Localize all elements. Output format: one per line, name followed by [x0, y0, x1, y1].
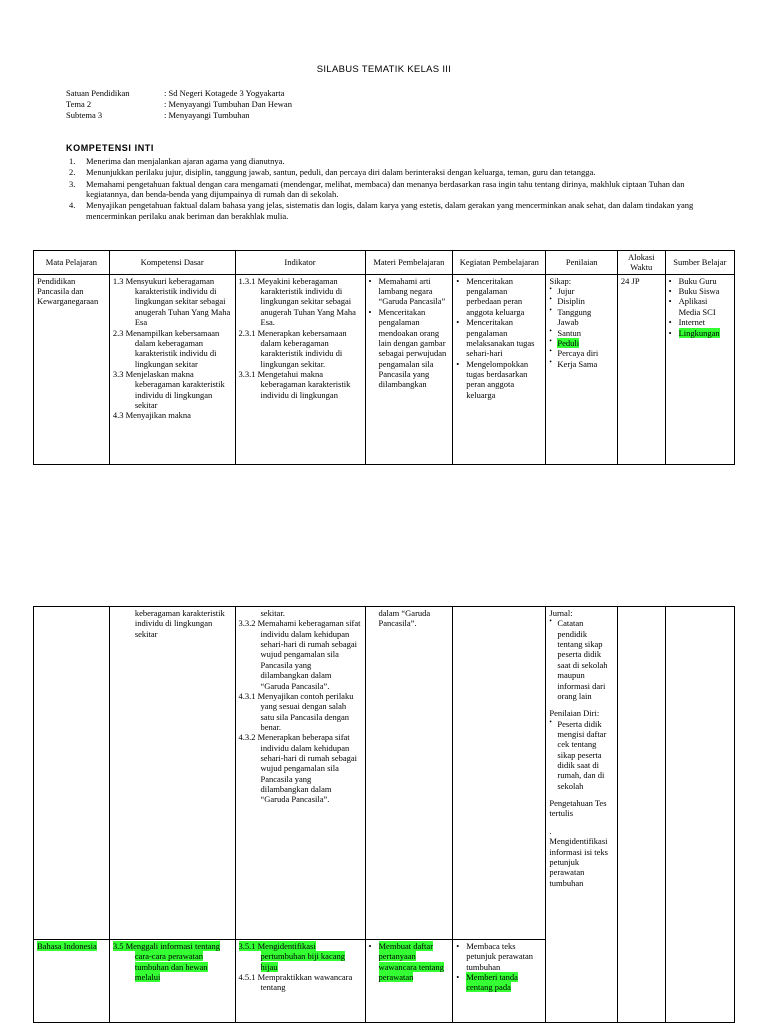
kegiatan-item: • Menceritakan pengalaman melaksanakan tugas sehari-hari: [456, 317, 542, 358]
indikator-item: 2.3.1 Menerapkan kebersamaan dalam keberagaman karakteristik individu di lingkungan sekitar.: [238, 327, 347, 369]
sumber-item: • Internet: [669, 317, 731, 327]
header-indikator: Indikator: [235, 251, 365, 275]
ki-number: 2.: [69, 167, 76, 178]
mapel-text-highlight: Bahasa Indonesia: [37, 941, 97, 951]
sumber-item: • Buku Guru: [669, 276, 731, 286]
indikator-item: 4.3.1 Menyajikan contoh perilaku yang sesuai dengan salah satu sila Pancasila dengan benar.: [238, 690, 354, 732]
cell-materi: [365, 607, 453, 940]
jurnal-title: Jurnal:: [549, 608, 573, 618]
cell-materi: [365, 274, 453, 464]
kegiatan-item: • Mengelompokkan tugas berdasarkan peran anggota keluarga: [456, 359, 542, 400]
kd-continuation: keberagaman karakteristik individu di lingkungan sekitar: [134, 608, 225, 639]
alokasi-text: 24 JP: [620, 275, 640, 286]
ki-number: 4.: [69, 200, 76, 211]
ki-text: Menunjukkan perilaku jujur, disiplin, tanggung jawab, santun, peduli, dan percaya diri dalam berinteraksi dengan keluarga, teman, guru dan tetangga.: [86, 167, 596, 178]
materi-item: [369, 941, 450, 982]
header-materi: Materi Pembelajaran: [365, 251, 453, 275]
cell-indikator: [235, 274, 365, 464]
meta-row-satuan: [66, 88, 292, 99]
meta-value: : Menyayangi Tumbuhan: [164, 110, 250, 120]
syllabus-table-page-2: [33, 606, 735, 1023]
penilaian-diri-title: Penilaian Diri:: [549, 708, 600, 719]
cell-kegiatan: [453, 940, 546, 1023]
meta-value: : Menyayangi Tumbuhan Dan Hewan: [164, 99, 292, 109]
indikator-item: 4.5.1 Mempraktikkan wawancara tentang: [238, 972, 353, 993]
indikator-highlight: 3.5.1 Mengidentifikasi pertumbuhan biji kacang hijau: [238, 941, 346, 972]
meta-value: : Sd Negeri Kotagede 3 Yogyakarta: [164, 88, 285, 98]
ki-item: [66, 200, 716, 221]
kegiatan-item: • Membaca teks petunjuk perawatan tumbuhan: [456, 941, 542, 972]
kd-highlight: 3.5 Menggali informasi tentang cara-cara perawatan tumbuhan dan hewan melalui: [112, 941, 220, 983]
ki-item: [66, 167, 716, 177]
cell-sumber: [665, 274, 734, 464]
document-meta: [66, 88, 292, 121]
penilaian-item: • Jujur: [549, 286, 614, 296]
sumber-item: • Aplikasi Media SCI: [669, 296, 731, 317]
indikator-item: 3.3.1 Mengetahui makna keberagaman karakteristik individu di lingkungan: [238, 368, 351, 400]
ki-number: 1.: [69, 156, 76, 166]
cell-mapel: [34, 607, 110, 940]
materi-item: • Memahami arti lambang negara “Garuda Pancasila”: [369, 276, 450, 307]
materi-continuation: dalam “Garuda Pancasila”.: [378, 608, 431, 629]
penilaian-item: • Percaya diri: [549, 348, 614, 358]
cell-kegiatan: [453, 274, 546, 464]
ki-item: [66, 179, 716, 200]
jurnal-item: • Catatan pendidik tentang sikap peserta didik saat di sekolah maupun informasi dari orang lain: [549, 618, 614, 701]
kegiatan-highlight: Memberi tanda centang pada: [466, 972, 518, 993]
ki-text: Menyajikan pengetahuan faktual dalam bahasa yang jelas, sistematis dan logis, dalam karya yang estetis, dalam gerakan yang mencerminkan anak sehat, dan dalam tindakan yang mencerminkan perilaku anak beriman dan berakhlak mulia.: [86, 200, 694, 221]
kegiatan-item: [456, 972, 542, 993]
table-row: [34, 607, 735, 940]
ki-text: Menerima dan menjalankan ajaran agama yang dianutnya.: [86, 156, 285, 166]
cell-materi: [365, 940, 453, 1023]
kompetensi-inti-heading: KOMPETENSI INTI: [66, 143, 155, 153]
cell-indikator: [235, 940, 365, 1023]
table-header-row: [34, 251, 735, 275]
cell-mapel: [34, 274, 110, 464]
cell-kd: [109, 274, 235, 464]
sumber-item-highlight: Lingkungan: [678, 327, 720, 338]
header-sumber: Sumber Belajar: [665, 251, 734, 275]
cell-kd: [109, 940, 235, 1023]
penilaian-item: • Santun: [549, 328, 614, 338]
mapel-text: Pendidikan Pancasila dan Kewarganegaraan: [37, 275, 99, 307]
cell-penilaian: [546, 607, 618, 1023]
separator-dot: .: [549, 825, 552, 836]
cell-indikator: [235, 607, 365, 940]
cell-kegiatan: [453, 607, 546, 940]
meta-label: Tema 2: [66, 99, 92, 109]
penilaian-item: • Tanggung Jawab: [549, 307, 614, 328]
kd-item: [113, 941, 232, 982]
indikator-item: 3.3.2 Memahami keberagaman sifat individu dalam kehidupan sehari-hari di rumah sebagai wujud pengamalan sila Pancasila yang dilambangkan dalam “Garuda Pancasila”.: [238, 618, 361, 691]
indikator-item: [239, 941, 362, 972]
meta-label: Satuan Pendidikan: [66, 88, 130, 98]
pengetahuan-text: Pengetahuan Tes tertulis: [549, 798, 607, 819]
cell-sumber: [665, 607, 734, 1023]
cell-mapel: [34, 940, 110, 1023]
header-mata-pelajaran: Mata Pelajaran: [34, 251, 110, 275]
meta-row-tema: [66, 99, 292, 110]
document-title: SILABUS TEMATIK KELAS III: [316, 64, 452, 75]
sumber-item: [669, 328, 731, 338]
penilaian-item: [549, 338, 614, 348]
sumber-item: • Buku Siswa: [669, 286, 731, 296]
ki-number: 3.: [69, 178, 76, 189]
header-alokasi: Alokasi Waktu: [617, 251, 665, 275]
penilaian-item-highlight: Peduli: [557, 337, 580, 348]
penilaian-title: Sikap:: [549, 275, 572, 286]
ki-text: Memahami pengetahuan faktual dengan cara mengamati (mendengar, melihat, membaca) dan menanya berdasarkan rasa ingin tahu tentang dirinya, makhluk ciptaan Tuhan dan kegiatannya, dan benda-benda yang dijumpainya di rumah dan di sekolah.: [86, 178, 685, 200]
kegiatan-item: • Menceritakan pengalaman perbedaan peran anggota keluarga: [456, 276, 542, 317]
penilaian-item: • Kerja Sama: [549, 359, 614, 369]
kd-item: 4.3 Menyajikan makna: [112, 410, 191, 421]
cell-penilaian: [546, 274, 618, 464]
kd-item: 1.3 Mensyukuri keberagaman karakteristik individu di lingkungan sekitar sebagai anugerah Tuhan Yang Maha Esa: [112, 275, 231, 328]
indikator-item: 4.3.2 Menerapkan beberapa sifat individu dalam kehidupan sehari-hari di rumah sebagai wujud pengamalan sila Pancasila yang dilambangkan dalam “Garuda Pancasila”.: [238, 732, 358, 805]
table-row: [34, 274, 735, 464]
kd-item: 2.3 Menampilkan kebersamaan dalam keberagaman karakteristik individu di lingkungan sekitar: [112, 327, 220, 369]
penilaian-item: • Disiplin: [549, 296, 614, 306]
header-penilaian: Penilaian: [546, 251, 618, 275]
materi-highlight: Membuat daftar pertanyaan wawancara tentang perawatan: [378, 941, 444, 983]
kd-item: 3.3 Menjelaskan makna keberagaman karakteristik individu di lingkungan sekitar: [112, 368, 225, 411]
indikator-continuation: sekitar.: [260, 608, 285, 618]
cell-alokasi: [617, 274, 665, 464]
ki-item: [66, 156, 716, 166]
cell-kd: [109, 607, 235, 940]
kompetensi-inti-list: [66, 156, 716, 222]
indikator-item: 1.3.1 Meyakini keberagaman karakteristik individu di lingkungan sekitar sebagai anugerah Tuhan Yang Maha Esa.: [238, 275, 356, 328]
meta-label: Subtema 3: [66, 110, 103, 120]
cell-alokasi: [617, 607, 665, 1023]
header-kegiatan: Kegiatan Pembelajaran: [453, 251, 546, 275]
penilaian-diri-item: • Peserta didik mengisi daftar cek tentang sikap peserta didik saat di rumah, dan di sekolah: [549, 719, 614, 792]
materi-item: • Menceritakan pengalaman mendoakan orang lain dengan gambar sebagai perwujudan pengamalan sila Pancasila yang dilambangkan: [369, 307, 450, 390]
meta-row-subtema: [66, 110, 292, 121]
header-kompetensi-dasar: Kompetensi Dasar: [109, 251, 235, 275]
mengidentifikasi-text: Mengidentifikasi informasi isi teks petunjuk perawatan tumbuhan: [549, 836, 608, 888]
syllabus-table-page-1: [33, 250, 735, 465]
